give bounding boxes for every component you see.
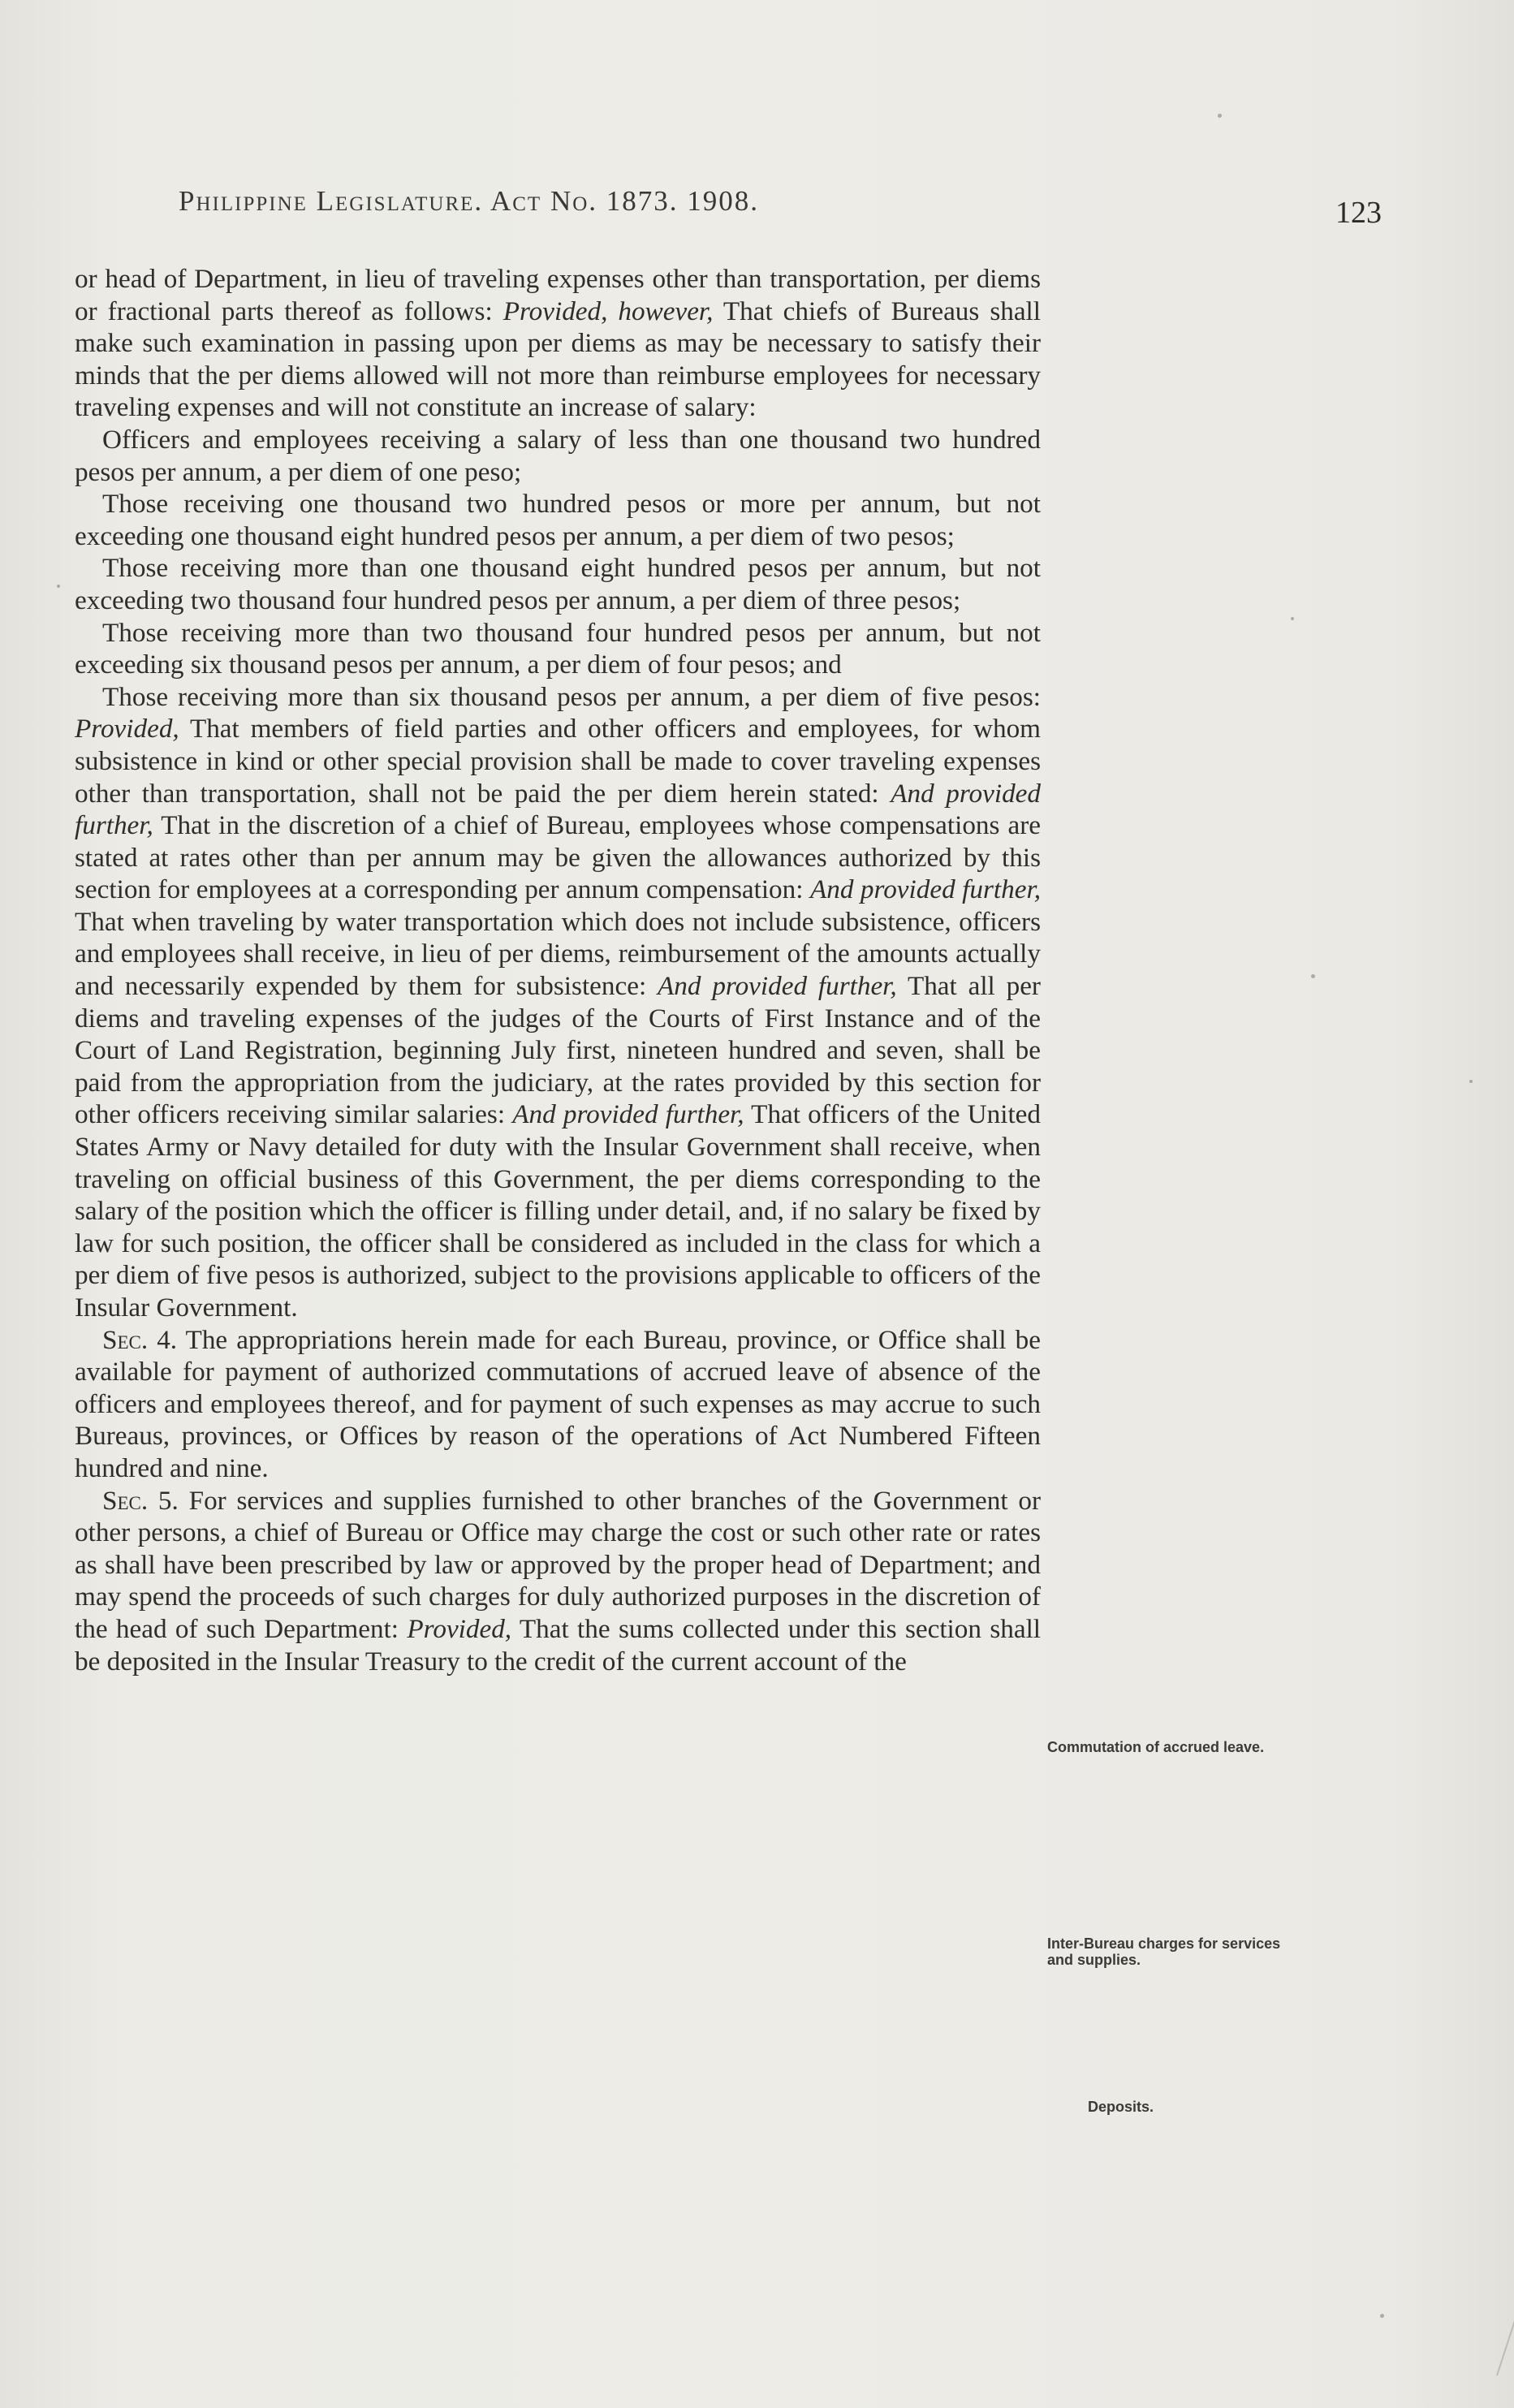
text-run: That all per diems and traveling expenses of the judges of the Courts of First Instance and of the Court of Land Registration, beginning July first, nineteen hundred and seven, shall be paid from the appropriation from the judiciary, at the rates provided by this section for other officers receiving similar salaries: (75, 971, 1041, 1130)
italic-run: Provided, (75, 714, 179, 744)
text-run: That officers of the United States Army or Navy detailed for duty with the Insular Government shall receive, when traveling on official business of this Government, the per diems corresponding to the salary of the position which the officer is filling under detail, and, if no salary be fixed by law for such position, the officer shall be considered as included in the class for which a per diem of five pesos is authorized, subject to the provisions applicable to officers of the Insular Government. (75, 1099, 1041, 1323)
text-run: The appropriations herein made for each Bureau, province, or Office shall be available for payment of authorized commutations of accrued leave of absence of the officers and employees thereof, and for payment of such expenses as may accrue to such Bureaus, provinces, or Offices by reason of the operations of Act Numbered Fifteen hundred and nine. (75, 1324, 1041, 1483)
body-text (75, 263, 1041, 1677)
paragraph-continuation (75, 263, 1041, 424)
text-run: That members of field parties and other officers and employees, for whom subsistence in kind or other special provision shall be made to cover traveling expenses other than transportation, shall not be paid the per diem herein stated: (75, 714, 1041, 809)
paragraph-rate-two (75, 488, 1041, 552)
italic-run: And provided further, (75, 778, 1041, 841)
section-number: Sec. 4. (102, 1324, 178, 1355)
italic-run: Provided, however, (503, 296, 714, 326)
text-run: That when traveling by water transportation which does not include subsistence, officers and employees shall receive, in lieu of per diems, reimbursement of the amounts actually and necessarily expended by them for subsistence: (75, 906, 1041, 1002)
page-edge-mark (1496, 2174, 1514, 2376)
margin-note-inter-bureau: Inter-Bureau charges for services and supplies. (1047, 1935, 1281, 1968)
text-run: Officers and employees receiving a salary of less than one thousand two hundred pesos per annum, a per diem of one peso; (75, 424, 1041, 487)
margin-note-deposits: Deposits. (1088, 2099, 1154, 2115)
italic-run: And provided further, (512, 1099, 744, 1130)
paper-speck (1469, 1080, 1473, 1083)
text-run: Those receiving one thousand two hundred pesos or more per annum, but not exceeding one thousand eight hundred pesos per annum, a per diem of two pesos; (75, 489, 1041, 551)
text-run: Those receiving more than two thousand four hundred pesos per annum, but not exceeding six thousand pesos per annum, a per diem of four pesos; and (75, 617, 1041, 680)
text-run: That chiefs of Bureaus shall make such examination in passing upon per diems as may be necessary to satisfy their minds that the per diems allowed will not more than reimburse employees for necessary traveling expenses and will not constitute an increase of salary: (75, 296, 1041, 423)
paper-speck (1291, 617, 1294, 620)
italic-run: And provided further, (658, 971, 897, 1002)
text-run: Those receiving more than six thousand pesos per annum, a per diem of five pesos: (102, 681, 1041, 712)
paragraph-section-4 (75, 1324, 1041, 1485)
paper-speck (1380, 2314, 1384, 2318)
paragraph-section-5 (75, 1485, 1041, 1678)
italic-run: And provided further, (809, 874, 1041, 905)
paragraph-rate-three (75, 552, 1041, 616)
paragraph-rate-one (75, 424, 1041, 488)
paragraph-rate-five (75, 681, 1041, 1324)
margin-note-commutation: Commutation of accrued leave. (1047, 1739, 1265, 1755)
text-run: That the sums collected under this section shall be deposited in the Insular Treasury to the credit of the current account of the (75, 1613, 1042, 1677)
text-run: That in the discretion of a chief of Bureau, employees whose compensations are stated at rates other than per annum may be given the allowances authorized by this section for employees at a corresponding per annum compensation: (75, 810, 1041, 905)
text-run: For services and supplies furnished to other branches of the Government or other persons, a chief of Bureau or Office may charge the cost or such other rate or rates as shall have been prescribed by law or approved by the proper head of Department; and may spend the proceeds of such charges for duly authorized purposes in the discretion of the head of such Department: (75, 1485, 1041, 1644)
running-head: Philippine Legislature. Act No. 1873. 1908. (179, 185, 760, 217)
page-number: 123 (1335, 196, 1382, 230)
section-number: Sec. 5. (102, 1485, 179, 1516)
paper-speck (1311, 974, 1315, 978)
italic-run: Provided, (407, 1613, 512, 1644)
text-run: or head of Department, in lieu of traveling expenses other than transportation, per diems or fractional parts thereof as follows: (75, 264, 1041, 326)
paragraph-rate-four (75, 617, 1041, 681)
paper-speck (1218, 114, 1222, 118)
paper-speck (57, 585, 60, 588)
text-run: Those receiving more than one thousand eight hundred pesos per annum, but not exceeding two thousand four hundred pesos per annum, a per diem of three pesos; (75, 553, 1041, 615)
